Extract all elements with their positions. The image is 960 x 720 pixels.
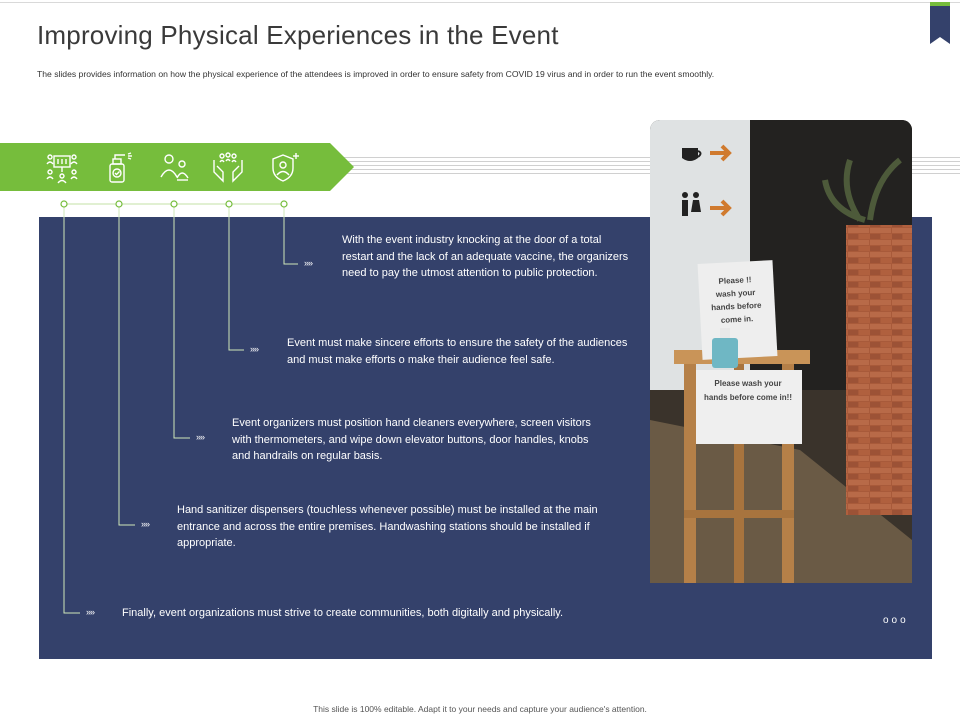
list-item: Hand sanitizer dispensers (touchless whenever possible) must be installed at the main entrance and across the entire premises. Handwashing stations should be installed if appropriate. — [177, 504, 598, 549]
list-item: Event organizers must position hand cleaners everywhere, screen visitors with thermometers, and wipe down elevator buttons, door handles, knobs and handrails on regular basis. — [232, 417, 591, 462]
sign-bottom-text: Please wash your hands before come in!! — [703, 379, 792, 402]
more-dots: ooo — [883, 615, 909, 626]
people-distancing-icon — [157, 150, 191, 184]
slide-subtitle: The slides provides information on how the physical experience of the attendees is improved in order to ensure safety from COVID 19 virus and in order to run the event smoothly. — [37, 69, 715, 79]
list-item: Finally, event organizations must strive to create communities, both digitally and physically. — [122, 607, 564, 619]
slide-title: Improving Physical Experiences in the Event — [37, 20, 559, 50]
bookmark-icon — [930, 2, 950, 44]
chevron-right-icon: »» — [196, 432, 205, 442]
health-shield-icon — [268, 150, 302, 184]
chevron-right-icon: »» — [250, 344, 259, 354]
top-rule — [0, 2, 960, 3]
hands-community-icon — [211, 150, 245, 184]
list-item: Event must make sincere efforts to ensure the safety of the audiences and must make efforts o make their audience feel safe. — [287, 337, 628, 366]
list-item: With the event industry knocking at the door of a total restart and the lack of an adequate vaccine, the organizers need to pay the utmost attention to public protection. — [342, 234, 629, 279]
sign-top-text: Please !! wash your hands before come in. — [711, 275, 762, 325]
footer-note: This slide is 100% editable. Adapt it to your needs and capture your audience's attention. — [313, 704, 647, 714]
sanitizer-spray-icon — [101, 150, 135, 184]
virtual-meeting-icon — [45, 150, 79, 184]
chevron-right-icon: »» — [86, 607, 95, 617]
chevron-right-icon: »» — [304, 258, 313, 268]
chevron-right-icon: »» — [141, 519, 150, 529]
handwash-sign-photo — [650, 120, 912, 583]
